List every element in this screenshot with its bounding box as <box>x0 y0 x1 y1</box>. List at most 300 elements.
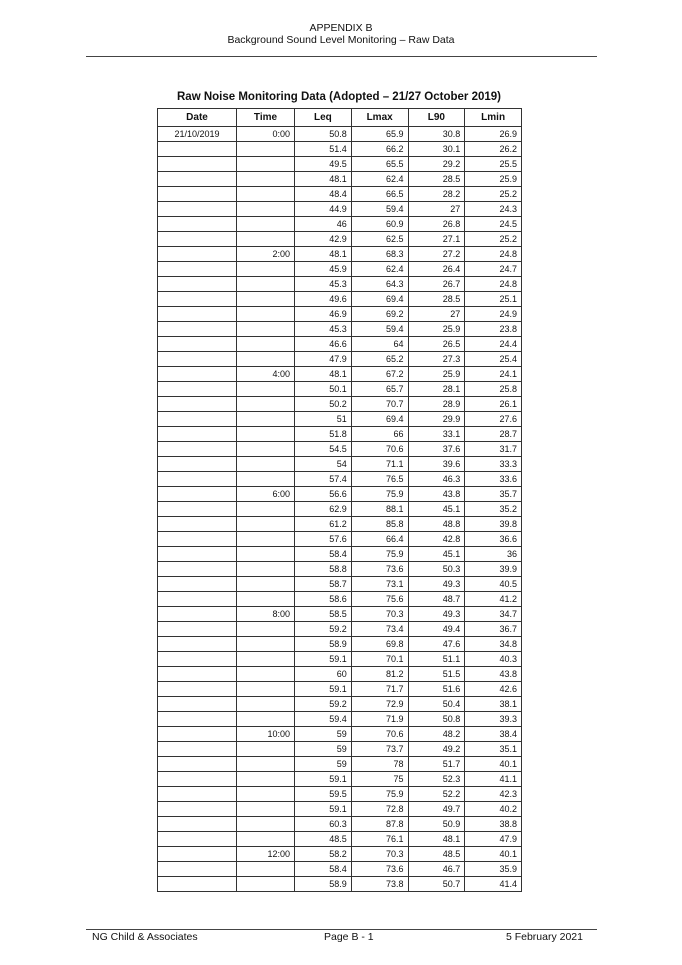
cell-lmax: 75.9 <box>351 487 408 502</box>
cell-leq: 50.8 <box>295 127 352 142</box>
cell-l90: 25.9 <box>408 322 465 337</box>
cell-date <box>158 847 237 862</box>
table-row <box>158 307 522 322</box>
cell-lmax: 62.4 <box>351 172 408 187</box>
cell-l90: 48.2 <box>408 727 465 742</box>
table-row <box>158 382 522 397</box>
cell-l90: 27 <box>408 307 465 322</box>
cell-l90: 28.9 <box>408 397 465 412</box>
cell-lmin: 42.6 <box>465 682 522 697</box>
cell-lmin: 36.7 <box>465 622 522 637</box>
cell-lmax: 70.3 <box>351 607 408 622</box>
cell-time <box>237 517 295 532</box>
cell-l90: 48.1 <box>408 832 465 847</box>
cell-lmax: 71.9 <box>351 712 408 727</box>
cell-lmin: 26.2 <box>465 142 522 157</box>
table-row <box>158 127 522 142</box>
cell-time <box>237 277 295 292</box>
table-row <box>158 472 522 487</box>
cell-l90: 48.5 <box>408 847 465 862</box>
cell-lmin: 40.3 <box>465 652 522 667</box>
table-row <box>158 847 522 862</box>
cell-l90: 46.3 <box>408 472 465 487</box>
cell-time <box>237 232 295 247</box>
cell-lmax: 70.6 <box>351 727 408 742</box>
cell-time <box>237 682 295 697</box>
cell-l90: 26.4 <box>408 262 465 277</box>
cell-lmin: 40.1 <box>465 847 522 862</box>
cell-l90: 26.7 <box>408 277 465 292</box>
cell-leq: 46.9 <box>295 307 352 322</box>
cell-leq: 45.9 <box>295 262 352 277</box>
cell-l90: 30.8 <box>408 127 465 142</box>
table-row <box>158 172 522 187</box>
cell-l90: 33.1 <box>408 427 465 442</box>
cell-lmax: 73.6 <box>351 562 408 577</box>
cell-date <box>158 442 237 457</box>
appendix-label: APPENDIX B <box>309 22 373 34</box>
table-row <box>158 802 522 817</box>
cell-leq: 58.5 <box>295 607 352 622</box>
cell-leq: 58.4 <box>295 547 352 562</box>
cell-lmin: 25.1 <box>465 292 522 307</box>
cell-time: 0:00 <box>237 127 295 142</box>
cell-lmax: 59.4 <box>351 202 408 217</box>
cell-time <box>237 172 295 187</box>
table-row <box>158 142 522 157</box>
cell-lmin: 39.3 <box>465 712 522 727</box>
cell-lmax: 71.1 <box>351 457 408 472</box>
cell-lmax: 76.5 <box>351 472 408 487</box>
cell-date <box>158 472 237 487</box>
cell-date <box>158 742 237 757</box>
cell-lmin: 35.9 <box>465 862 522 877</box>
cell-lmax: 81.2 <box>351 667 408 682</box>
cell-lmin: 24.8 <box>465 277 522 292</box>
cell-l90: 50.9 <box>408 817 465 832</box>
cell-leq: 58.2 <box>295 847 352 862</box>
column-header-lmin: Lmin <box>465 109 522 127</box>
table-row <box>158 787 522 802</box>
cell-lmin: 42.3 <box>465 787 522 802</box>
cell-l90: 27.1 <box>408 232 465 247</box>
table-row <box>158 772 522 787</box>
cell-date <box>158 862 237 877</box>
cell-time <box>237 652 295 667</box>
cell-date <box>158 232 237 247</box>
cell-lmin: 24.9 <box>465 307 522 322</box>
cell-lmax: 73.1 <box>351 577 408 592</box>
cell-date <box>158 262 237 277</box>
cell-l90: 51.6 <box>408 682 465 697</box>
cell-date <box>158 652 237 667</box>
cell-lmin: 28.7 <box>465 427 522 442</box>
cell-l90: 51.5 <box>408 667 465 682</box>
cell-date <box>158 712 237 727</box>
cell-leq: 60 <box>295 667 352 682</box>
cell-lmin: 35.7 <box>465 487 522 502</box>
cell-date <box>158 517 237 532</box>
cell-time <box>237 817 295 832</box>
cell-lmax: 69.4 <box>351 292 408 307</box>
cell-time <box>237 472 295 487</box>
cell-leq: 50.1 <box>295 382 352 397</box>
cell-time <box>237 877 295 892</box>
table-row <box>158 547 522 562</box>
cell-lmax: 75.9 <box>351 787 408 802</box>
cell-leq: 44.9 <box>295 202 352 217</box>
cell-l90: 52.3 <box>408 772 465 787</box>
cell-lmin: 25.4 <box>465 352 522 367</box>
cell-lmax: 65.2 <box>351 352 408 367</box>
cell-time <box>237 217 295 232</box>
table-row <box>158 697 522 712</box>
cell-lmax: 66.2 <box>351 142 408 157</box>
cell-lmax: 66.4 <box>351 532 408 547</box>
cell-l90: 39.6 <box>408 457 465 472</box>
cell-lmax: 72.8 <box>351 802 408 817</box>
cell-leq: 57.6 <box>295 532 352 547</box>
cell-lmin: 38.1 <box>465 697 522 712</box>
cell-time: 6:00 <box>237 487 295 502</box>
cell-l90: 51.7 <box>408 757 465 772</box>
cell-time <box>237 532 295 547</box>
cell-lmax: 69.4 <box>351 412 408 427</box>
cell-date <box>158 577 237 592</box>
cell-leq: 47.9 <box>295 352 352 367</box>
cell-date <box>158 547 237 562</box>
cell-lmin: 25.2 <box>465 187 522 202</box>
cell-l90: 50.3 <box>408 562 465 577</box>
cell-lmin: 41.4 <box>465 877 522 892</box>
cell-time <box>237 412 295 427</box>
cell-lmax: 73.4 <box>351 622 408 637</box>
cell-leq: 46.6 <box>295 337 352 352</box>
cell-leq: 50.2 <box>295 397 352 412</box>
cell-time <box>237 442 295 457</box>
table-row <box>158 367 522 382</box>
appendix-subtitle: Background Sound Level Monitoring – Raw Data <box>227 34 455 46</box>
cell-leq: 60.3 <box>295 817 352 832</box>
cell-leq: 62.9 <box>295 502 352 517</box>
cell-leq: 58.8 <box>295 562 352 577</box>
cell-lmax: 66.5 <box>351 187 408 202</box>
cell-leq: 59.1 <box>295 772 352 787</box>
cell-time <box>237 787 295 802</box>
noise-data-table <box>157 108 522 892</box>
cell-l90: 49.4 <box>408 622 465 637</box>
column-header-lmax: Lmax <box>351 109 408 127</box>
cell-leq: 54.5 <box>295 442 352 457</box>
cell-lmin: 33.3 <box>465 457 522 472</box>
table-row <box>158 832 522 847</box>
cell-lmin: 43.8 <box>465 667 522 682</box>
cell-time <box>237 757 295 772</box>
cell-lmin: 35.2 <box>465 502 522 517</box>
table-row <box>158 757 522 772</box>
cell-date <box>158 187 237 202</box>
cell-date <box>158 217 237 232</box>
cell-time <box>237 337 295 352</box>
table-row <box>158 412 522 427</box>
table-row <box>158 442 522 457</box>
cell-lmax: 67.2 <box>351 367 408 382</box>
cell-l90: 48.7 <box>408 592 465 607</box>
cell-leq: 59.1 <box>295 682 352 697</box>
table-row <box>158 517 522 532</box>
table-row <box>158 712 522 727</box>
cell-leq: 59.1 <box>295 802 352 817</box>
cell-lmax: 62.5 <box>351 232 408 247</box>
cell-leq: 59.2 <box>295 622 352 637</box>
cell-lmin: 24.8 <box>465 247 522 262</box>
cell-time <box>237 802 295 817</box>
cell-leq: 56.6 <box>295 487 352 502</box>
cell-lmax: 73.7 <box>351 742 408 757</box>
table-row <box>158 427 522 442</box>
table-row <box>158 202 522 217</box>
table-row <box>158 532 522 547</box>
table-row <box>158 667 522 682</box>
table-row <box>158 187 522 202</box>
cell-time <box>237 457 295 472</box>
cell-date <box>158 622 237 637</box>
cell-time <box>237 187 295 202</box>
cell-l90: 45.1 <box>408 502 465 517</box>
cell-leq: 51.4 <box>295 142 352 157</box>
cell-lmax: 70.3 <box>351 847 408 862</box>
cell-date <box>158 247 237 262</box>
cell-time <box>237 382 295 397</box>
cell-lmax: 66 <box>351 427 408 442</box>
table-row <box>158 322 522 337</box>
cell-date <box>158 457 237 472</box>
cell-date <box>158 592 237 607</box>
cell-date <box>158 877 237 892</box>
table-row <box>158 652 522 667</box>
cell-l90: 25.9 <box>408 367 465 382</box>
table-row <box>158 817 522 832</box>
table-row <box>158 232 522 247</box>
cell-leq: 48.1 <box>295 172 352 187</box>
cell-lmin: 36 <box>465 547 522 562</box>
cell-lmax: 88.1 <box>351 502 408 517</box>
table-row <box>158 397 522 412</box>
cell-date <box>158 412 237 427</box>
cell-date <box>158 367 237 382</box>
cell-lmin: 35.1 <box>465 742 522 757</box>
cell-lmax: 73.8 <box>351 877 408 892</box>
cell-lmin: 36.6 <box>465 532 522 547</box>
cell-lmin: 40.1 <box>465 757 522 772</box>
cell-lmax: 75 <box>351 772 408 787</box>
cell-date <box>158 832 237 847</box>
cell-time <box>237 562 295 577</box>
cell-lmin: 40.5 <box>465 577 522 592</box>
cell-date <box>158 292 237 307</box>
cell-time <box>237 772 295 787</box>
cell-lmax: 65.7 <box>351 382 408 397</box>
cell-leq: 59.4 <box>295 712 352 727</box>
cell-time <box>237 157 295 172</box>
cell-lmax: 75.9 <box>351 547 408 562</box>
cell-l90: 26.8 <box>408 217 465 232</box>
cell-date <box>158 352 237 367</box>
cell-lmin: 34.8 <box>465 637 522 652</box>
table-row <box>158 217 522 232</box>
cell-lmax: 65.5 <box>351 157 408 172</box>
cell-l90: 50.4 <box>408 697 465 712</box>
cell-leq: 51 <box>295 412 352 427</box>
cell-leq: 51.8 <box>295 427 352 442</box>
cell-time <box>237 307 295 322</box>
cell-lmin: 41.1 <box>465 772 522 787</box>
cell-time <box>237 667 295 682</box>
cell-lmin: 26.9 <box>465 127 522 142</box>
table-row <box>158 487 522 502</box>
cell-lmin: 34.7 <box>465 607 522 622</box>
cell-date <box>158 382 237 397</box>
cell-l90: 43.8 <box>408 487 465 502</box>
cell-l90: 28.2 <box>408 187 465 202</box>
table-row <box>158 637 522 652</box>
cell-leq: 49.6 <box>295 292 352 307</box>
cell-l90: 50.8 <box>408 712 465 727</box>
table-row <box>158 502 522 517</box>
cell-lmin: 24.7 <box>465 262 522 277</box>
cell-lmin: 38.4 <box>465 727 522 742</box>
cell-l90: 47.6 <box>408 637 465 652</box>
cell-time <box>237 577 295 592</box>
cell-lmin: 25.8 <box>465 382 522 397</box>
cell-date <box>158 667 237 682</box>
cell-date <box>158 157 237 172</box>
cell-l90: 27.2 <box>408 247 465 262</box>
cell-date: 21/10/2019 <box>158 127 237 142</box>
table-row <box>158 592 522 607</box>
cell-leq: 54 <box>295 457 352 472</box>
cell-l90: 27.3 <box>408 352 465 367</box>
cell-leq: 49.5 <box>295 157 352 172</box>
table-row <box>158 877 522 892</box>
cell-leq: 57.4 <box>295 472 352 487</box>
cell-date <box>158 817 237 832</box>
cell-lmin: 39.8 <box>465 517 522 532</box>
cell-lmax: 71.7 <box>351 682 408 697</box>
cell-lmin: 23.8 <box>465 322 522 337</box>
cell-l90: 45.1 <box>408 547 465 562</box>
cell-lmin: 25.9 <box>465 172 522 187</box>
cell-lmin: 39.9 <box>465 562 522 577</box>
cell-leq: 59.2 <box>295 697 352 712</box>
cell-l90: 28.5 <box>408 292 465 307</box>
cell-date <box>158 772 237 787</box>
column-header-leq: Leq <box>295 109 352 127</box>
cell-lmax: 75.6 <box>351 592 408 607</box>
cell-l90: 51.1 <box>408 652 465 667</box>
cell-time <box>237 637 295 652</box>
cell-lmin: 24.4 <box>465 337 522 352</box>
cell-date <box>158 682 237 697</box>
cell-lmin: 25.5 <box>465 157 522 172</box>
cell-l90: 28.1 <box>408 382 465 397</box>
cell-l90: 29.9 <box>408 412 465 427</box>
cell-lmax: 87.8 <box>351 817 408 832</box>
cell-lmax: 70.1 <box>351 652 408 667</box>
cell-l90: 46.7 <box>408 862 465 877</box>
cell-time <box>237 352 295 367</box>
table-row <box>158 607 522 622</box>
cell-time: 12:00 <box>237 847 295 862</box>
cell-lmin: 24.3 <box>465 202 522 217</box>
cell-lmax: 70.6 <box>351 442 408 457</box>
cell-date <box>158 697 237 712</box>
cell-lmin: 40.2 <box>465 802 522 817</box>
page-header <box>0 22 682 46</box>
cell-l90: 42.8 <box>408 532 465 547</box>
cell-time <box>237 502 295 517</box>
cell-date <box>158 487 237 502</box>
cell-l90: 48.8 <box>408 517 465 532</box>
cell-time: 8:00 <box>237 607 295 622</box>
cell-l90: 49.7 <box>408 802 465 817</box>
cell-leq: 48.1 <box>295 367 352 382</box>
cell-leq: 59 <box>295 757 352 772</box>
column-header-l90: L90 <box>408 109 465 127</box>
footer-date: 5 February 2021 <box>505 931 583 943</box>
cell-l90: 49.2 <box>408 742 465 757</box>
cell-lmax: 60.9 <box>351 217 408 232</box>
cell-leq: 59.5 <box>295 787 352 802</box>
cell-date <box>158 322 237 337</box>
cell-lmax: 78 <box>351 757 408 772</box>
cell-date <box>158 307 237 322</box>
table-row <box>158 292 522 307</box>
cell-time <box>237 202 295 217</box>
header-divider <box>86 56 597 57</box>
cell-l90: 29.2 <box>408 157 465 172</box>
cell-time: 2:00 <box>237 247 295 262</box>
cell-time: 4:00 <box>237 367 295 382</box>
table-row <box>158 622 522 637</box>
cell-l90: 49.3 <box>408 577 465 592</box>
cell-date <box>158 607 237 622</box>
cell-lmax: 69.8 <box>351 637 408 652</box>
cell-date <box>158 532 237 547</box>
table-body <box>158 127 522 892</box>
cell-time <box>237 427 295 442</box>
cell-lmax: 59.4 <box>351 322 408 337</box>
cell-l90: 37.6 <box>408 442 465 457</box>
cell-date <box>158 337 237 352</box>
cell-date <box>158 172 237 187</box>
cell-date <box>158 637 237 652</box>
cell-lmin: 24.1 <box>465 367 522 382</box>
cell-time <box>237 262 295 277</box>
table-row <box>158 457 522 472</box>
cell-leq: 48.4 <box>295 187 352 202</box>
cell-time <box>237 742 295 757</box>
cell-lmin: 24.5 <box>465 217 522 232</box>
cell-l90: 26.5 <box>408 337 465 352</box>
footer-company: NG Child & Associates <box>92 931 198 943</box>
cell-lmax: 65.9 <box>351 127 408 142</box>
cell-date <box>158 502 237 517</box>
cell-leq: 58.9 <box>295 877 352 892</box>
cell-l90: 30.1 <box>408 142 465 157</box>
column-header-date: Date <box>158 109 237 127</box>
cell-leq: 58.6 <box>295 592 352 607</box>
